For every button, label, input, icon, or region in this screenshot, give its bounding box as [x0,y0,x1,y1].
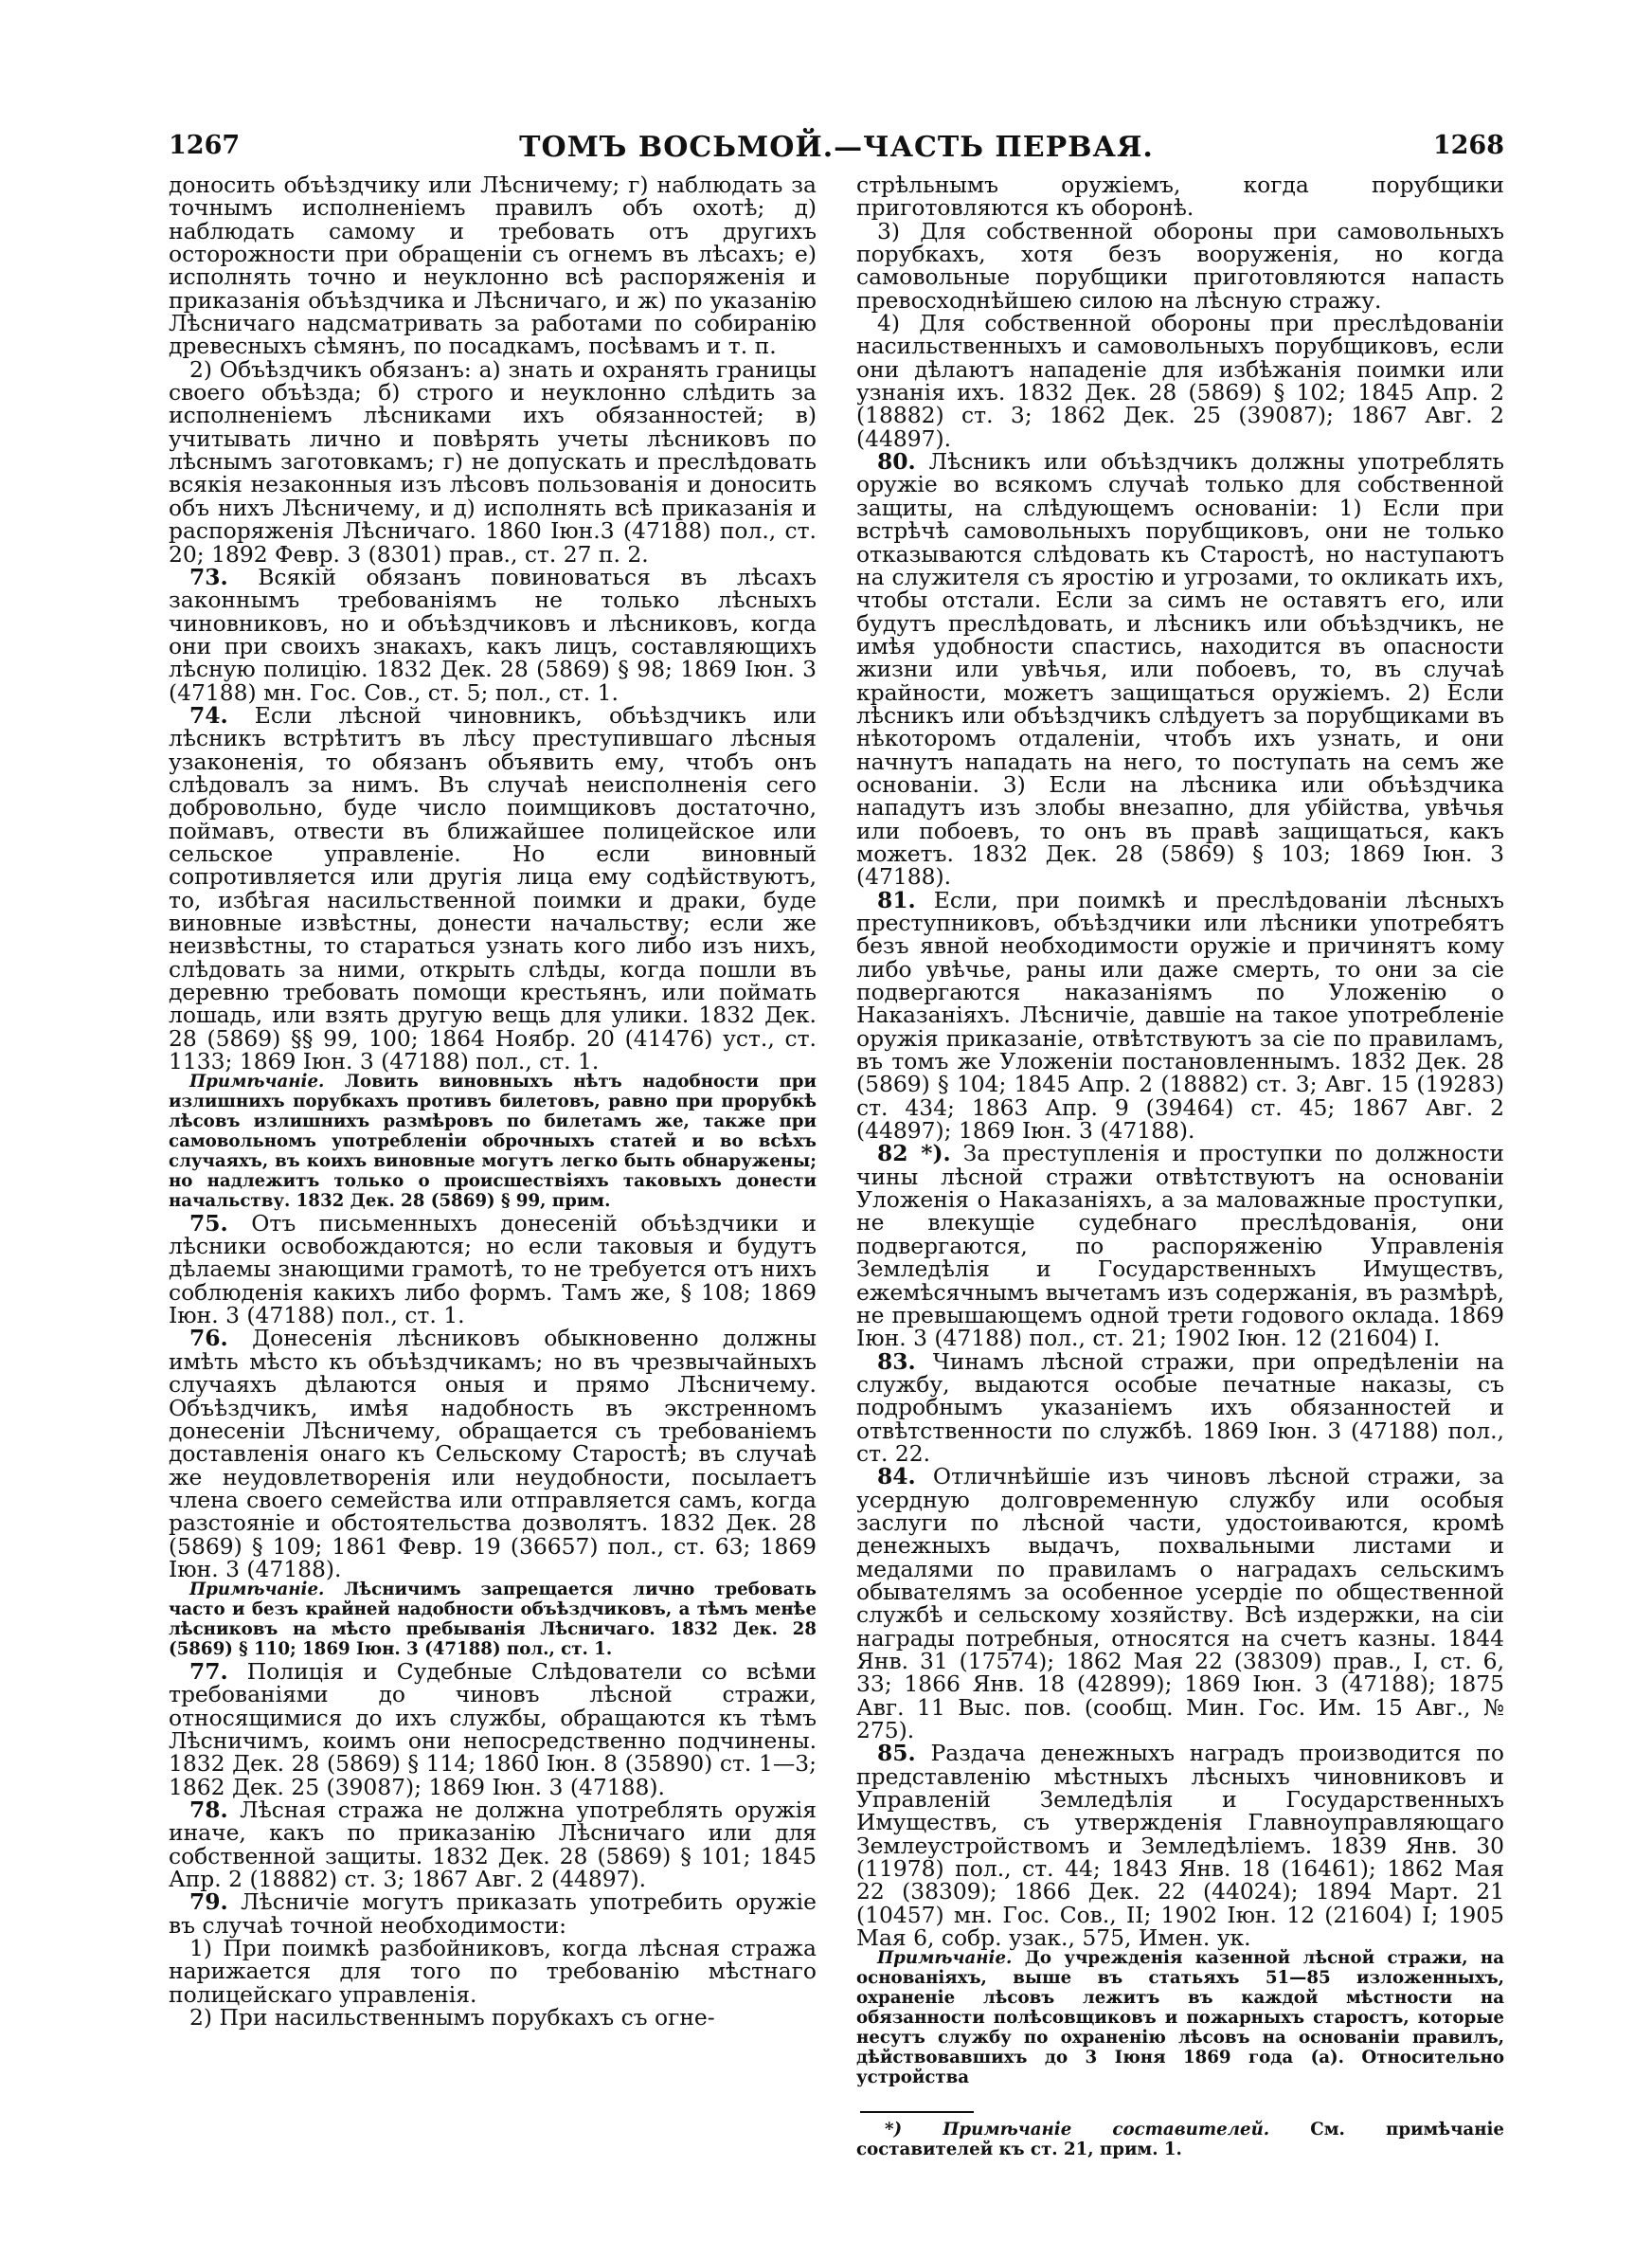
article-83 [856,1347,1504,1467]
article-number: 79. [189,1888,228,1916]
article-text: Отъ письменныхъ донесеній объѣздчики и лѣсники освобождаются; но если таковыя и будутъ дѣлаемы знающими грамотѣ, то не требуется отъ нихъ соблюденія какихъ либо формъ. Тамъ же, § 108; 1869 Іюн. 3 (47188) пол., ст. 1. [169,1209,817,1329]
article-number: 81. [877,886,916,913]
note-text: Лѣсничимъ запрещается лично требовать часто и безъ крайней надобности объѣздчиковъ, а тѣмъ менѣе лѣсниковъ на мѣсто пребыванія Лѣсничаго. 1832 Дек. 28 (5869) § 110; 1869 Іюн. 3 (47188) пол., ст. 1. [169,1580,817,1659]
footnote-divider [860,2111,974,2113]
running-title: ТОМЪ ВОСЬМОЙ.—ЧАСТЬ ПЕРВАЯ. [519,131,1154,164]
article-text: Всякій обязанъ повиноваться въ лѣсахъ законнымъ требованіямъ не только лѣсныхъ чиновниковъ, но и объѣздчиковъ и лѣсниковъ, когда они при своихъ знакахъ, какъ лицъ, составляющихъ лѣсную полицію. 1832 Дек. 28 (5869) § 98; 1869 Іюн. 3 (47188) мн. Гос. Сов., ст. 5; пол., ст. 1. [169,563,817,706]
note-76 [169,1580,817,1660]
article-number: 82 *). [877,1140,951,1167]
article-number: 76. [189,1325,228,1352]
page-header [169,131,1504,169]
note-text: До учрежденія казенной лѣсной стражи, на основаніяхъ, выше въ статьяхъ 51—85 изложенныхъ, охраненіе лѣсовъ лежитъ въ каждой мѣстности на обязанности полѣсовщиковъ и пожарныхъ старостъ, которые несутъ службу по охраненію лѣсовъ на основаніи правилъ, дѣйствовавшихъ до 3 Іюня 1869 года (а). Относительно устройства [856,1948,1504,2087]
paragraph: 4) Для собственной обороны при преслѣдованіи насильственныхъ и самовольныхъ порубщиковъ, если они дѣлаютъ нападеніе для избѣжанія поимки или узнанія ихъ. 1832 Дек. 28 (5869) § 102; 1845 Апр. 2 (18882) ст. 3; 1862 Дек. 25 (39087); 1867 Авг. 2 (44897). [856,310,1504,452]
paragraph: стрѣльнымъ оружіемъ, когда порубщики приготовляются къ оборонѣ. [856,172,1504,222]
article-number: 73. [189,563,228,590]
article-number: 75. [189,1209,228,1237]
note-label: Примѣчаніе. [189,1072,325,1092]
article-number: 84. [877,1463,916,1490]
article-number: 74. [189,701,228,729]
article-78 [169,1798,817,1890]
note-85 [856,1949,1504,2087]
article-text: Если лѣсной чиновникъ, объѣздчикъ или лѣсникъ встрѣтитъ въ лѣсу преступившаго лѣсныя узаконенія, то обязанъ объявить ему, чтобъ онъ слѣдовалъ за нимъ. Въ случаѣ неисполненія сего добровольно, буде число поимщиковъ достаточно, поймавъ, отвести въ ближайшее полицейское или сельское управленіе. Но если виновный сопротивляется или другія лица ему содѣйствуютъ, то, избѣгая насильственной поимки и драки, буде виновные извѣстны, донести начальству; если же неизвѣстны, то стараться узнать кого либо изъ нихъ, слѣдовать за ними, открыть слѣды, когда пошли въ деревню требовать помощи крестьянъ, или поймать лошадь, или взять другую вещь для улики. 1832 Дек. 28 (5869) §§ 99, 100; 1864 Ноябр. 20 (41476) уст., ст. 1133; 1869 Іюн. 3 (47188) пол., ст. 1. [169,701,817,1075]
article-number: 77. [189,1657,228,1685]
footnote [856,2121,1504,2160]
article-79 [169,1890,817,1937]
page-number-left: 1267 [169,131,241,160]
note-text: Ловить виновныхъ нѣтъ надобности при излишнихъ порубкахъ противъ билетовъ, равно при прорубкѣ лѣсовъ излишнихъ размѣровъ по билетамъ же, также при самовольномъ употребленіи оброчныхъ статей и во всѣхъ случаяхъ, въ коихъ виновные могутъ легко быть обнаружены; но надлежитъ только о происшествіяхъ таковыхъ донести начальству. 1832 Дек. 28 (5869) § 99, прим. [169,1072,817,1211]
note-74 [169,1073,817,1211]
article-text: За преступленія и проступки по должности чины лѣсной стражи отвѣтствуютъ на основаніи Уложенія о Наказаніяхъ, а за маловажные проступки, не влекущіе судебнаго преслѣдованія, они подвергаются, по распоряженію Управленія Земледѣлія и Государственныхъ Имуществъ, ежемѣсячнымъ вычетамъ изъ содержанія, въ размѣрѣ, не превышающемъ одной трети годового оклада. 1869 Іюн. 3 (47188) пол., ст. 21; 1902 Іюн. 12 (21604) I. [856,1140,1504,1352]
article-text: Полиція и Судебные Слѣдователи со всѣми требованіями до чиновъ лѣсной стражи, относящимися до ихъ службы, обращаются къ тѣмъ Лѣсничимъ, коимъ они непосредственно подчинены. 1832 Дек. 28 (5869) § 114; 1860 Іюн. 8 (35890) ст. 1—3; 1862 Дек. 25 (39087); 1869 Іюн. 3 (47188). [169,1657,817,1800]
article-number: 78. [189,1796,228,1823]
article-text: Если, при поимкѣ и преслѣдованіи лѣсныхъ преступниковъ, объѣздчики или лѣсники употребятъ безъ явной необходимости оружіе и причинятъ кому либо увѣчье, раны или даже смерть, то они за сіе подвергаются наказаніямъ по Уложенію о Наказаніяхъ. Лѣсничіе, давшіе на такое употребленіе оружія приказаніе, отвѣтствуютъ за сіе по правиламъ, въ томъ же Уложеніи постановленнымъ. 1832 Дек. 28 (5869) § 104; 1845 Апр. 2 (18882) ст. 3; Авг. 15 (19283) ст. 434; 1863 Апр. 9 (39464) ст. 45; 1867 Авг. 2 (44897); 1869 Іюн. 3 (47188). [856,886,1504,1145]
footnote-text: См. примѣчаніе составителей къ ст. 21, прим. 1. [856,2119,1504,2159]
article-81 [856,886,1504,1145]
article-text: Раздача денежныхъ наградъ производится по представленію мѣстныхъ лѣсныхъ чиновниковъ и Управленій Земледѣлія и Государственныхъ Имуществъ, съ утвержденія Главноуправляющаго Землеустройствомъ и Земледѣліемъ. 1839 Янв. 30 (11978) пол., ст. 44; 1843 Янв. 18 (16461); 1862 Мая 22 (38309); 1866 Дек. 22 (44024); 1894 Март. 21 (10457) мн. Гос. Сов., II; 1902 Іюн. 12 (21604) I; 1905 Мая 6, собр. узак., 575, Имен. ук. [856,1740,1504,1952]
article-75 [169,1209,817,1329]
article-85 [856,1740,1504,1952]
article-84 [856,1465,1504,1742]
article-text: Лѣсная стража не должна употреблять оружія иначе, какъ по приказанію Лѣсничаго или для собственной защиты. 1832 Дек. 28 (5869) § 101; 1845 Апр. 2 (18882) ст. 3; 1867 Авг. 2 (44897). [169,1796,817,1892]
article-number: 83. [877,1347,916,1375]
article-77 [169,1657,817,1800]
article-text: Донесенія лѣсниковъ обыкновенно должны имѣть мѣсто къ объѣздчикамъ; но въ чрезвычайныхъ случаяхъ дѣлаются оныя и прямо Лѣсничему. Объѣздчикъ, имѣя надобность въ экстренномъ донесеніи Лѣсничему, обращается съ требованіемъ доставленія онаго къ Сельскому Старостѣ; въ случаѣ же неудовлетворенія или неудобности, посылаетъ члена своего семейства или отправляется самъ, когда разстояніе и обстоятельства дозволятъ. 1832 Дек. 28 (5869) § 109; 1861 Февр. 19 (36657) пол., ст. 63; 1869 Іюн. 3 (47188). [169,1325,817,1582]
footnote-label: *) Примѣчаніе составителей. [885,2119,1270,2140]
right-column [856,173,1504,2160]
article-number: 85. [877,1740,916,1767]
paragraph: 3) Для собственной обороны при самовольныхъ порубкахъ, хотя безъ вооруженія, но когда самовольные порубщики приготовляются напасть превосходнѣйшею силою на лѣсную стражу. [856,217,1504,314]
page-number-right: 1268 [1432,131,1504,160]
article-text: Чинамъ лѣсной стражи, при опредѣленіи на службу, выдаются особые печатные наказы, съ подробнымъ указаніемъ ихъ обязанностей и отвѣтственности по службѣ. 1869 Іюн. 3 (47188) пол., ст. 22. [856,1347,1504,1467]
paragraph: 2) Объѣздчикъ обязанъ: а) знать и охранять границы своего объѣзда; б) строго и неуклонно слѣдить за исполненіемъ лѣсниками ихъ обязанностей; в) учитывать лично и повѣрять учеты лѣсниковъ по лѣснымъ заготовкамъ; г) не допускать и преслѣдовать всякія незаконныя изъ лѣсовъ пользованія и доносить объ нихъ Лѣсничему, и д) исполнять всѣ приказанія и распоряженія Лѣсничаго. 1860 Іюн.3 (47188) пол., ст. 20; 1892 Февр. 3 (8301) прав., ст. 27 п. 2. [169,355,817,568]
article-73 [169,563,817,706]
article-74 [169,701,817,1075]
article-82 [856,1140,1504,1352]
left-column [169,173,817,2029]
article-text: Лѣсникъ или объѣздчикъ должны употреблять оружіе во всякомъ случаѣ только для собственной защиты, на слѣдующемъ основаніи: 1) Если при встрѣчѣ самовольныхъ порубщиковъ, они не только отказываются слѣдовать къ Старостѣ, но наступаютъ на служителя съ яростію и угрозами, то окликать ихъ, чтобы отстали. Если за симъ не оставятъ его, или будутъ преслѣдовать, и лѣсникъ или объѣздчикъ, не имѣя удобности спастись, находится въ опасности жизни или увѣчья, или побоевъ, то, въ случаѣ крайности, можетъ защищаться оружіемъ. 2) Если лѣсникъ или объѣздчикъ слѣдуетъ за порубщиками въ нѣкоторомъ отдаленіи, чтобъ ихъ узнать, и они начнутъ нападать на него, то поступать на семъ же основаніи. 3) Если на лѣсника или объѣздчика нападутъ изъ злобы внезапно, для убійства, увѣчья или побоевъ, то онъ въ правѣ защищаться, какъ можетъ. 1832 Дек. 28 (5869) § 103; 1869 Іюн. 3 (47188). [856,448,1504,891]
paragraph: 1) При поимкѣ разбойниковъ, когда лѣсная стража нарижается для того по требованію мѣстнаго полицейскаго управленія. [169,1935,817,2008]
paragraph: доносить объѣздчику или Лѣсничему; г) наблюдать за точнымъ исполненіемъ правилъ объ охотѣ; д) наблюдать самому и требовать отъ другихъ осторожности при обращеніи съ огнемъ въ лѣсахъ; е) исполнять точно и неуклонно всѣ распоряженія и приказанія объѣздчика и Лѣсничаго, и ж) по указанію Лѣсничаго надсматривать за работами по собиранію древесныхъ сѣмянъ, по посадкамъ, посѣвамъ и т. п. [169,172,817,360]
article-76 [169,1327,817,1580]
note-label: Примѣчаніе. [877,1948,1013,1969]
article-text: Лѣсничіе могутъ приказать употребить оружіе въ случаѣ точной необходимости: [169,1888,817,1939]
note-label: Примѣчаніе. [189,1580,325,1600]
paragraph: 2) При насильственнымъ порубкахъ съ огне- [189,2004,715,2031]
article-80 [856,450,1504,889]
article-number: 80. [877,448,916,476]
article-text: Отличнѣйшіе изъ чиновъ лѣсной стражи, за усердную долговременную службу или особыя заслуги по лѣсной части, удостоиваются, кромѣ денежныхъ выдачъ, похвальными листами и медалями по правиламъ о наградахъ сельскимъ обывателямъ за особенное усердіе по общественной службѣ и сельскому хозяйству. Всѣ издержки, на сіи награды потребныя, относятся на счетъ казны. 1844 Янв. 31 (17574); 1862 Мая 22 (38309) прав., I, ст. 6, 33; 1866 Янв. 18 (42899); 1869 Іюн. 3 (47188); 1875 Авг. 11 Выс. пов. (сообщ. Мин. Гос. Им. 15 Авг., № 275). [856,1463,1504,1744]
